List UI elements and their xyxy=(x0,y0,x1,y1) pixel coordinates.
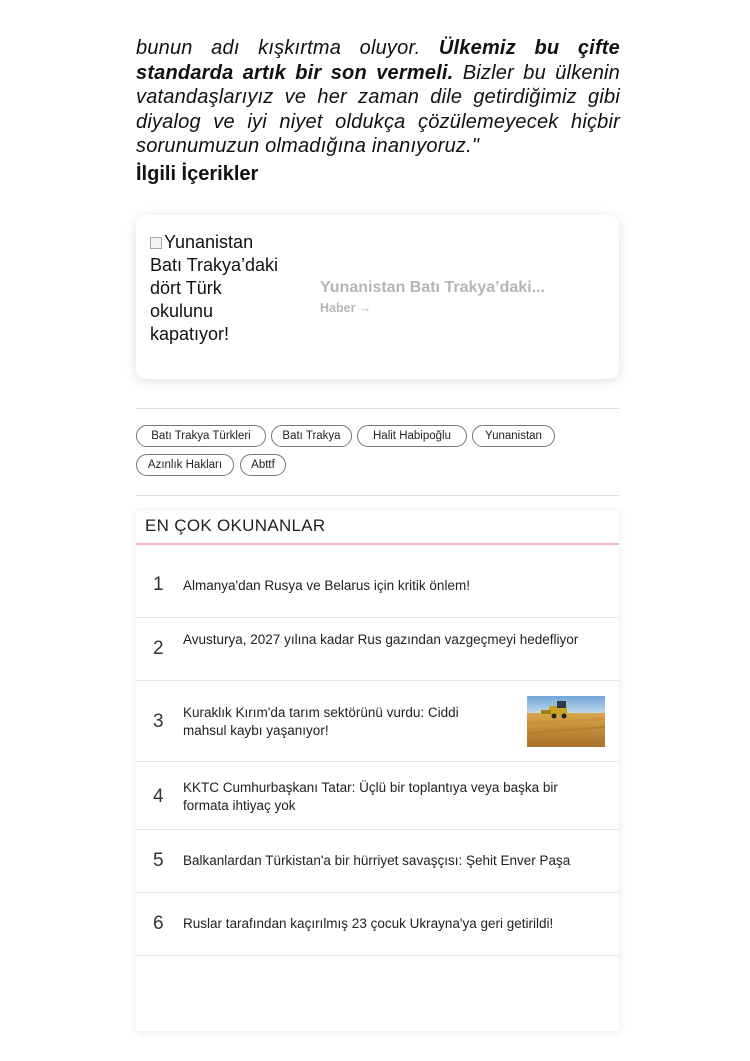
tag-bati-trakya[interactable]: Batı Trakya xyxy=(271,425,352,447)
related-section-title: İlgili İçerikler xyxy=(136,163,259,185)
broken-image-icon xyxy=(150,237,162,249)
related-image-alt: Yunanistan Batı Trakya’daki dört Türk okulunu kapatıyor! xyxy=(150,232,279,344)
item-title[interactable]: Balkanlardan Türkistan'a bir hürriyet savaşçısı: Şehit Enver Paşa xyxy=(183,853,571,868)
related-headline[interactable]: Yunanistan Batı Trakya’daki... xyxy=(320,279,545,296)
item-number: 5 xyxy=(153,850,164,871)
item-thumbnail-image[interactable] xyxy=(527,696,605,747)
item-number: 6 xyxy=(153,913,164,934)
divider xyxy=(136,408,619,409)
item-title[interactable]: Avusturya, 2027 yılına kadar Rus gazından vazgeçmeyi hedefliyor xyxy=(183,632,579,647)
related-card[interactable] xyxy=(136,215,619,379)
item-number: 1 xyxy=(153,574,164,595)
item-title[interactable]: Kuraklık Kırım'da tarım sektörünü vurdu: Ciddi mahsul kaybı yaşanıyor! xyxy=(183,705,459,738)
most-read-item[interactable] xyxy=(136,555,619,618)
tag-halit-habipoglu[interactable]: Halit Habipoğlu xyxy=(357,425,467,447)
item-number: 3 xyxy=(153,711,164,732)
arrow-right-icon: → xyxy=(358,301,372,315)
related-category-label: Haber xyxy=(320,301,356,315)
divider xyxy=(136,495,619,496)
tag-yunanistan[interactable]: Yunanistan xyxy=(472,425,555,447)
tag-azinlik-haklari[interactable]: Azınlık Hakları xyxy=(136,454,234,476)
most-read-item[interactable] xyxy=(136,830,619,893)
item-number: 2 xyxy=(153,638,164,659)
harvester-wheat-field-icon xyxy=(527,696,605,747)
tag-abttf[interactable]: Abttf xyxy=(240,454,286,476)
quote-text-bold: Ülkemiz bu çifte standarda artık bir son vermeli. xyxy=(136,37,620,84)
most-read-item[interactable] xyxy=(136,681,619,762)
tag-bati-trakya-turkleri[interactable]: Batı Trakya Türkleri xyxy=(136,425,266,447)
related-image-broken[interactable] xyxy=(150,231,280,346)
most-read-item[interactable] xyxy=(136,618,619,681)
most-read-item[interactable] xyxy=(136,893,619,956)
quote-text-2: Bizler bu ülkenin vatandaşlarıyız ve her zaman dile getirdiğimiz gibi diyalog ve iyi niyet oldukça çözülemeyecek hiçbir sorunumuzun olmadığına inanıyoruz." xyxy=(136,61,621,157)
related-category-link[interactable] xyxy=(320,301,371,315)
quote-text-1: bunun adı kışkırtma oluyor. xyxy=(136,37,439,59)
most-read-widget xyxy=(136,511,619,1031)
article-quote xyxy=(136,36,620,159)
item-title[interactable]: KKTC Cumhurbaşkanı Tatar: Üçlü bir toplantıya veya başka bir formata ihtiyaç yok xyxy=(183,780,558,813)
item-number: 4 xyxy=(153,786,164,807)
most-read-title: EN ÇOK OKUNANLAR xyxy=(136,511,619,545)
item-title[interactable]: Almanya'dan Rusya ve Belarus için kritik önlem! xyxy=(183,578,470,593)
item-title[interactable]: Ruslar tarafından kaçırılmış 23 çocuk Ukrayna'ya geri getirildi! xyxy=(183,916,554,931)
most-read-item[interactable] xyxy=(136,762,619,830)
